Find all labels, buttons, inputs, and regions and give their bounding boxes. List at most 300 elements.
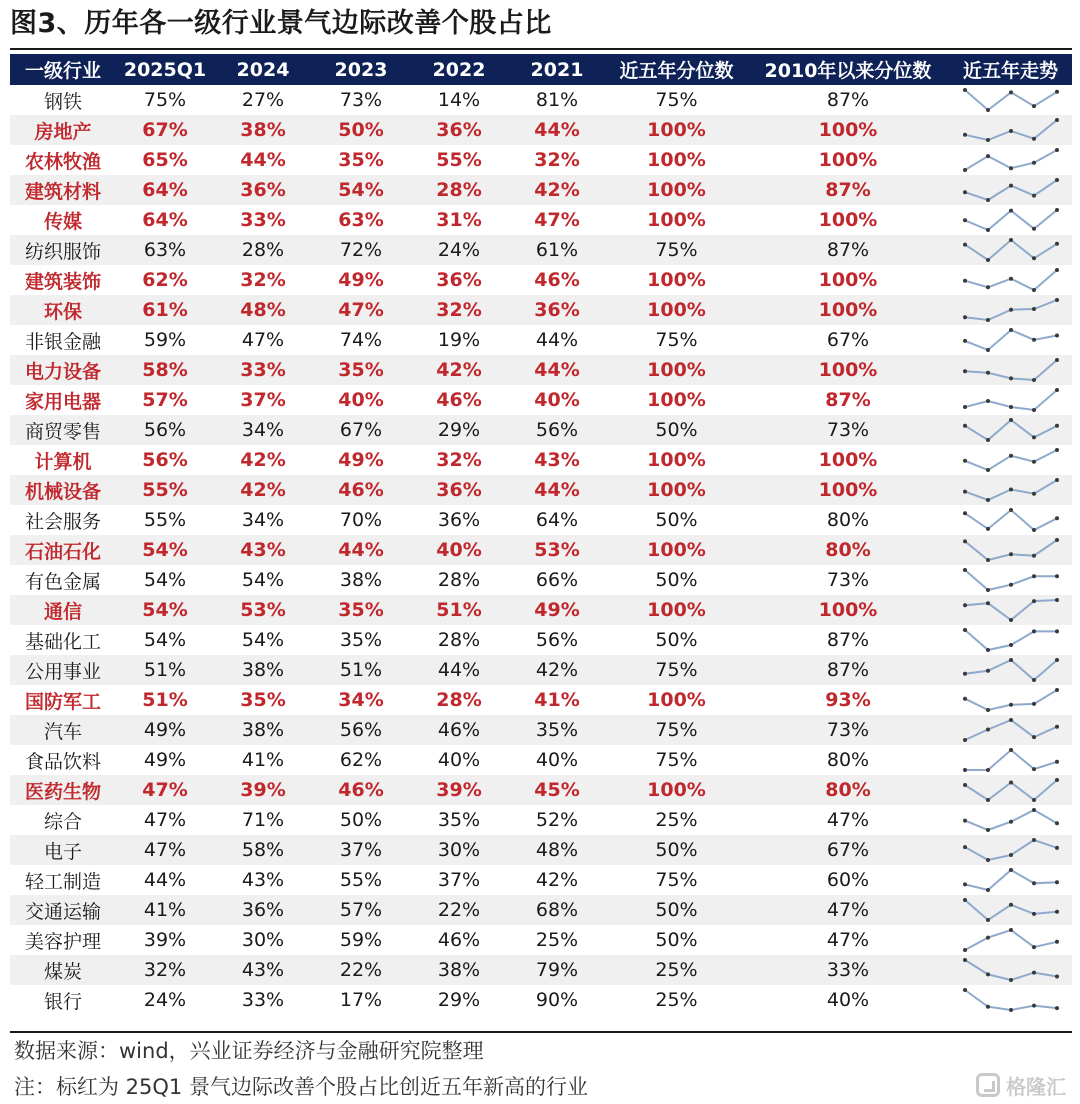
sparkline-point bbox=[963, 511, 967, 515]
sparkline-point bbox=[1032, 161, 1036, 165]
value-cell: 47% bbox=[747, 925, 949, 955]
industry-name-cell: 非银金融 bbox=[10, 325, 116, 355]
table-row bbox=[10, 115, 1072, 145]
value-cell: 35% bbox=[312, 625, 410, 655]
industry-name-cell: 基础化工 bbox=[10, 625, 116, 655]
sparkline-point bbox=[1055, 208, 1059, 212]
value-cell: 24% bbox=[116, 985, 214, 1015]
table-row bbox=[10, 835, 1072, 865]
sparkline-point bbox=[986, 768, 990, 772]
column-header: 2025Q1 bbox=[116, 54, 214, 85]
value-cell: 19% bbox=[410, 325, 508, 355]
value-cell: 87% bbox=[747, 385, 949, 415]
trend-sparkline bbox=[961, 146, 1061, 174]
industry-name-cell: 有色金属 bbox=[10, 565, 116, 595]
chart-title: 图3、历年各一级行业景气边际改善个股占比 bbox=[10, 8, 552, 39]
industry-name-cell: 食品饮料 bbox=[10, 745, 116, 775]
sparkline-point bbox=[1055, 334, 1059, 338]
value-cell: 25% bbox=[606, 955, 747, 985]
value-cell: 75% bbox=[116, 85, 214, 115]
table-row bbox=[10, 655, 1072, 685]
value-cell: 64% bbox=[116, 205, 214, 235]
value-cell: 35% bbox=[312, 145, 410, 175]
sparkline-point bbox=[1032, 945, 1036, 949]
value-cell: 73% bbox=[312, 85, 410, 115]
sparkline-point bbox=[1009, 166, 1013, 170]
value-cell: 47% bbox=[312, 295, 410, 325]
value-cell: 54% bbox=[116, 535, 214, 565]
sparkline-point bbox=[1009, 238, 1013, 242]
value-cell: 67% bbox=[116, 115, 214, 145]
sparkline-point bbox=[1032, 678, 1036, 682]
trend-sparkline bbox=[961, 116, 1061, 144]
trend-sparkline-cell bbox=[949, 685, 1072, 715]
trend-sparkline bbox=[961, 566, 1061, 594]
footnote: 注：标红为 25Q1 景气边际改善个股占比创近五年新高的行业 bbox=[14, 1075, 588, 1099]
value-cell: 80% bbox=[747, 745, 949, 775]
value-cell: 87% bbox=[747, 85, 949, 115]
sparkline-point bbox=[986, 318, 990, 322]
sparkline-point bbox=[1055, 538, 1059, 542]
value-cell: 36% bbox=[410, 505, 508, 535]
sparkline-point bbox=[1009, 184, 1013, 188]
trend-sparkline bbox=[961, 206, 1061, 234]
sparkline-point bbox=[963, 539, 967, 543]
sparkline-point bbox=[1032, 808, 1036, 812]
sparkline-point bbox=[1055, 880, 1059, 884]
sparkline-point bbox=[1032, 137, 1036, 141]
sparkline-point bbox=[1055, 242, 1059, 246]
value-cell: 41% bbox=[214, 745, 312, 775]
trend-sparkline-cell bbox=[949, 625, 1072, 655]
sparkline-point bbox=[986, 285, 990, 289]
value-cell: 70% bbox=[312, 505, 410, 535]
value-cell: 14% bbox=[410, 85, 508, 115]
value-cell: 61% bbox=[116, 295, 214, 325]
value-cell: 55% bbox=[116, 505, 214, 535]
sparkline-point bbox=[1009, 418, 1013, 422]
table-row bbox=[10, 385, 1072, 415]
sparkline-point bbox=[986, 498, 990, 502]
sparkline-point bbox=[1032, 767, 1036, 771]
table-row bbox=[10, 175, 1072, 205]
value-cell: 44% bbox=[508, 355, 606, 385]
trend-sparkline bbox=[961, 716, 1061, 744]
sparkline-point bbox=[1009, 308, 1013, 312]
sparkline-point bbox=[1032, 1004, 1036, 1008]
sparkline-point bbox=[963, 339, 967, 343]
table-row bbox=[10, 595, 1072, 625]
value-cell: 55% bbox=[312, 865, 410, 895]
sparkline-point bbox=[1032, 838, 1036, 842]
value-cell: 38% bbox=[214, 655, 312, 685]
value-cell: 93% bbox=[747, 685, 949, 715]
sparkline-point bbox=[1032, 104, 1036, 108]
sparkline-point bbox=[986, 601, 990, 605]
trend-sparkline bbox=[961, 506, 1061, 534]
sparkline-point bbox=[1032, 702, 1036, 706]
value-cell: 100% bbox=[747, 475, 949, 505]
value-cell: 50% bbox=[606, 625, 747, 655]
sparkline-point bbox=[1032, 307, 1036, 311]
value-cell: 33% bbox=[214, 355, 312, 385]
trend-sparkline-cell bbox=[949, 295, 1072, 325]
sparkline-line bbox=[965, 240, 1057, 260]
sparkline-point bbox=[963, 315, 967, 319]
sparkline-point bbox=[1009, 454, 1013, 458]
industry-name-cell: 钢铁 bbox=[10, 85, 116, 115]
value-cell: 42% bbox=[214, 445, 312, 475]
table-row bbox=[10, 445, 1072, 475]
industry-name-cell: 纺织服饰 bbox=[10, 235, 116, 265]
sparkline-point bbox=[986, 438, 990, 442]
sparkline-point bbox=[963, 628, 967, 632]
column-header: 2023 bbox=[312, 54, 410, 85]
value-cell: 75% bbox=[606, 715, 747, 745]
sparkline-point bbox=[1032, 735, 1036, 739]
table-row bbox=[10, 505, 1072, 535]
sparkline-point bbox=[1055, 658, 1059, 662]
sparkline-point bbox=[986, 348, 990, 352]
sparkline-point bbox=[963, 133, 967, 137]
sparkline-point bbox=[1009, 903, 1013, 907]
industry-name-cell: 通信 bbox=[10, 595, 116, 625]
value-cell: 33% bbox=[747, 955, 949, 985]
sparkline-point bbox=[963, 898, 967, 902]
sparkline-point bbox=[1055, 598, 1059, 602]
value-cell: 46% bbox=[410, 715, 508, 745]
value-cell: 36% bbox=[508, 295, 606, 325]
value-cell: 47% bbox=[116, 805, 214, 835]
value-cell: 56% bbox=[312, 715, 410, 745]
value-cell: 100% bbox=[606, 595, 747, 625]
trend-sparkline-cell bbox=[949, 775, 1072, 805]
sparkline-point bbox=[1032, 460, 1036, 464]
value-cell: 56% bbox=[508, 415, 606, 445]
value-cell: 42% bbox=[508, 655, 606, 685]
sparkline-point bbox=[986, 648, 990, 652]
sparkline-point bbox=[986, 669, 990, 673]
value-cell: 80% bbox=[747, 505, 949, 535]
sparkline-point bbox=[1055, 516, 1059, 520]
sparkline-point bbox=[1009, 209, 1013, 213]
watermark-logo-icon bbox=[976, 1073, 1000, 1097]
trend-sparkline bbox=[961, 986, 1061, 1014]
value-cell: 54% bbox=[214, 625, 312, 655]
value-cell: 49% bbox=[116, 745, 214, 775]
sparkline-point bbox=[1009, 820, 1013, 824]
column-header: 近五年走势 bbox=[949, 54, 1072, 85]
value-cell: 56% bbox=[116, 445, 214, 475]
value-cell: 54% bbox=[312, 175, 410, 205]
value-cell: 40% bbox=[747, 985, 949, 1015]
sparkline-point bbox=[1055, 778, 1059, 782]
value-cell: 54% bbox=[116, 595, 214, 625]
table-row bbox=[10, 205, 1072, 235]
trend-sparkline-cell bbox=[949, 955, 1072, 985]
sparkline-point bbox=[963, 405, 967, 409]
sparkline-point bbox=[1032, 194, 1036, 198]
value-cell: 37% bbox=[312, 835, 410, 865]
value-cell: 35% bbox=[410, 805, 508, 835]
value-cell: 100% bbox=[606, 205, 747, 235]
trend-sparkline bbox=[961, 866, 1061, 894]
value-cell: 75% bbox=[606, 865, 747, 895]
industry-name-cell: 国防军工 bbox=[10, 685, 116, 715]
sparkline-point bbox=[986, 1005, 990, 1009]
industry-name-cell: 机械设备 bbox=[10, 475, 116, 505]
sparkline-point bbox=[963, 279, 967, 283]
value-cell: 25% bbox=[606, 985, 747, 1015]
value-cell: 58% bbox=[214, 835, 312, 865]
value-cell: 60% bbox=[747, 865, 949, 895]
sparkline-point bbox=[1032, 492, 1036, 496]
value-cell: 44% bbox=[214, 145, 312, 175]
trend-sparkline bbox=[961, 86, 1061, 114]
sparkline-point bbox=[1009, 405, 1013, 409]
value-cell: 54% bbox=[116, 625, 214, 655]
value-cell: 67% bbox=[747, 835, 949, 865]
trend-sparkline bbox=[961, 596, 1061, 624]
value-cell: 32% bbox=[116, 955, 214, 985]
value-cell: 80% bbox=[747, 775, 949, 805]
value-cell: 49% bbox=[508, 595, 606, 625]
trend-sparkline-cell bbox=[949, 745, 1072, 775]
industry-name-cell: 轻工制造 bbox=[10, 865, 116, 895]
sparkline-point bbox=[1032, 554, 1036, 558]
value-cell: 33% bbox=[214, 205, 312, 235]
column-header: 2010年以来分位数 bbox=[747, 54, 949, 85]
value-cell: 100% bbox=[747, 205, 949, 235]
sparkline-point bbox=[1032, 256, 1036, 260]
industry-name-cell: 房地产 bbox=[10, 115, 116, 145]
industry-name-cell: 公用事业 bbox=[10, 655, 116, 685]
sparkline-point bbox=[1032, 629, 1036, 633]
value-cell: 34% bbox=[312, 685, 410, 715]
trend-sparkline-cell bbox=[949, 895, 1072, 925]
sparkline-point bbox=[986, 798, 990, 802]
value-cell: 27% bbox=[214, 85, 312, 115]
table-row bbox=[10, 535, 1072, 565]
watermark-text: 格隆汇 bbox=[1006, 1074, 1066, 1099]
table-row bbox=[10, 325, 1072, 355]
trend-sparkline bbox=[961, 836, 1061, 864]
value-cell: 66% bbox=[508, 565, 606, 595]
column-header: 2021 bbox=[508, 54, 606, 85]
industry-name-cell: 计算机 bbox=[10, 445, 116, 475]
value-cell: 51% bbox=[116, 685, 214, 715]
trend-sparkline-cell bbox=[949, 445, 1072, 475]
value-cell: 57% bbox=[116, 385, 214, 415]
table-row bbox=[10, 805, 1072, 835]
value-cell: 28% bbox=[214, 235, 312, 265]
value-cell: 100% bbox=[606, 115, 747, 145]
value-cell: 42% bbox=[214, 475, 312, 505]
industry-name-cell: 煤炭 bbox=[10, 955, 116, 985]
value-cell: 49% bbox=[312, 265, 410, 295]
sparkline-point bbox=[963, 168, 967, 172]
value-cell: 100% bbox=[747, 445, 949, 475]
trend-sparkline bbox=[961, 776, 1061, 804]
trend-sparkline-cell bbox=[949, 595, 1072, 625]
value-cell: 40% bbox=[508, 745, 606, 775]
sparkline-point bbox=[963, 424, 967, 428]
trend-sparkline bbox=[961, 896, 1061, 924]
value-cell: 32% bbox=[214, 265, 312, 295]
sparkline-point bbox=[1055, 940, 1059, 944]
sparkline-point bbox=[986, 527, 990, 531]
table-row bbox=[10, 265, 1072, 295]
trend-sparkline-cell bbox=[949, 805, 1072, 835]
sparkline-point bbox=[1009, 376, 1013, 380]
trend-sparkline bbox=[961, 806, 1061, 834]
sparkline-line bbox=[965, 990, 1057, 1010]
sparkline-point bbox=[1032, 574, 1036, 578]
value-cell: 57% bbox=[312, 895, 410, 925]
value-cell: 30% bbox=[410, 835, 508, 865]
table-row bbox=[10, 625, 1072, 655]
industry-name-cell: 商贸零售 bbox=[10, 415, 116, 445]
trend-sparkline-cell bbox=[949, 235, 1072, 265]
sparkline-point bbox=[963, 988, 967, 992]
sparkline-point bbox=[1055, 846, 1059, 850]
trend-sparkline bbox=[961, 416, 1061, 444]
sparkline-point bbox=[1055, 448, 1059, 452]
value-cell: 49% bbox=[312, 445, 410, 475]
value-cell: 44% bbox=[116, 865, 214, 895]
value-cell: 100% bbox=[747, 295, 949, 325]
sparkline-point bbox=[1055, 629, 1059, 633]
table-row bbox=[10, 235, 1072, 265]
value-cell: 37% bbox=[410, 865, 508, 895]
table-row bbox=[10, 745, 1072, 775]
value-cell: 42% bbox=[508, 865, 606, 895]
sparkline-line bbox=[965, 660, 1057, 680]
industry-name-cell: 建筑材料 bbox=[10, 175, 116, 205]
value-cell: 44% bbox=[312, 535, 410, 565]
value-cell: 32% bbox=[508, 145, 606, 175]
sparkline-point bbox=[1009, 928, 1013, 932]
trend-sparkline-cell bbox=[949, 865, 1072, 895]
sparkline-line bbox=[965, 930, 1057, 950]
trend-sparkline bbox=[961, 536, 1061, 564]
trend-sparkline bbox=[961, 626, 1061, 654]
value-cell: 46% bbox=[410, 925, 508, 955]
value-cell: 32% bbox=[410, 295, 508, 325]
value-cell: 100% bbox=[606, 535, 747, 565]
sparkline-point bbox=[986, 918, 990, 922]
column-header: 2024 bbox=[214, 54, 312, 85]
sparkline-point bbox=[963, 603, 967, 607]
trend-sparkline bbox=[961, 236, 1061, 264]
trend-sparkline-cell bbox=[949, 655, 1072, 685]
value-cell: 41% bbox=[508, 685, 606, 715]
trend-sparkline-cell bbox=[949, 145, 1072, 175]
industry-name-cell: 社会服务 bbox=[10, 505, 116, 535]
sparkline-line bbox=[965, 450, 1057, 470]
industry-name-cell: 综合 bbox=[10, 805, 116, 835]
sparkline-point bbox=[1032, 599, 1036, 603]
sparkline-point bbox=[1009, 328, 1013, 332]
sparkline-point bbox=[986, 154, 990, 158]
sparkline-point bbox=[1055, 910, 1059, 914]
sparkline-point bbox=[1009, 868, 1013, 872]
sparkline-point bbox=[963, 672, 967, 676]
sparkline-point bbox=[986, 371, 990, 375]
trend-sparkline bbox=[961, 746, 1061, 774]
value-cell: 100% bbox=[606, 385, 747, 415]
value-cell: 45% bbox=[508, 775, 606, 805]
sparkline-point bbox=[1009, 508, 1013, 512]
industry-name-cell: 电子 bbox=[10, 835, 116, 865]
value-cell: 35% bbox=[312, 355, 410, 385]
value-cell: 43% bbox=[214, 535, 312, 565]
value-cell: 61% bbox=[508, 235, 606, 265]
value-cell: 51% bbox=[116, 655, 214, 685]
table-row bbox=[10, 85, 1072, 115]
value-cell: 38% bbox=[410, 955, 508, 985]
table-row bbox=[10, 355, 1072, 385]
sparkline-point bbox=[963, 768, 967, 772]
sparkline-point bbox=[1009, 1008, 1013, 1012]
trend-sparkline-cell bbox=[949, 175, 1072, 205]
sparkline-line bbox=[965, 330, 1057, 350]
table-row bbox=[10, 925, 1072, 955]
sparkline-point bbox=[986, 468, 990, 472]
sparkline-point bbox=[963, 783, 967, 787]
sparkline-line bbox=[965, 960, 1057, 980]
value-cell: 59% bbox=[312, 925, 410, 955]
sparkline-point bbox=[1055, 975, 1059, 979]
value-cell: 46% bbox=[312, 775, 410, 805]
value-cell: 100% bbox=[606, 145, 747, 175]
sparkline-line bbox=[965, 870, 1057, 890]
sparkline-point bbox=[986, 858, 990, 862]
sparkline-point bbox=[1032, 798, 1036, 802]
value-cell: 50% bbox=[606, 505, 747, 535]
value-cell: 28% bbox=[410, 685, 508, 715]
table-row bbox=[10, 895, 1072, 925]
value-cell: 46% bbox=[312, 475, 410, 505]
value-cell: 22% bbox=[312, 955, 410, 985]
table-row bbox=[10, 295, 1072, 325]
value-cell: 38% bbox=[214, 715, 312, 745]
sparkline-point bbox=[963, 738, 967, 742]
value-cell: 30% bbox=[214, 925, 312, 955]
title-divider bbox=[10, 48, 1072, 50]
sparkline-point bbox=[1055, 298, 1059, 302]
value-cell: 40% bbox=[410, 745, 508, 775]
sparkline-point bbox=[963, 948, 967, 952]
sparkline-point bbox=[986, 108, 990, 112]
sparkline-point bbox=[963, 369, 967, 373]
value-cell: 40% bbox=[312, 385, 410, 415]
value-cell: 40% bbox=[410, 535, 508, 565]
value-cell: 47% bbox=[116, 775, 214, 805]
sparkline-point bbox=[986, 399, 990, 403]
value-cell: 73% bbox=[747, 415, 949, 445]
sparkline-point bbox=[1055, 478, 1059, 482]
sparkline-point bbox=[1055, 358, 1059, 362]
table-row bbox=[10, 775, 1072, 805]
trend-sparkline-cell bbox=[949, 715, 1072, 745]
sparkline-line bbox=[965, 180, 1057, 200]
value-cell: 17% bbox=[312, 985, 410, 1015]
sparkline-line bbox=[965, 570, 1057, 590]
value-cell: 50% bbox=[606, 415, 747, 445]
value-cell: 31% bbox=[410, 205, 508, 235]
value-cell: 68% bbox=[508, 895, 606, 925]
